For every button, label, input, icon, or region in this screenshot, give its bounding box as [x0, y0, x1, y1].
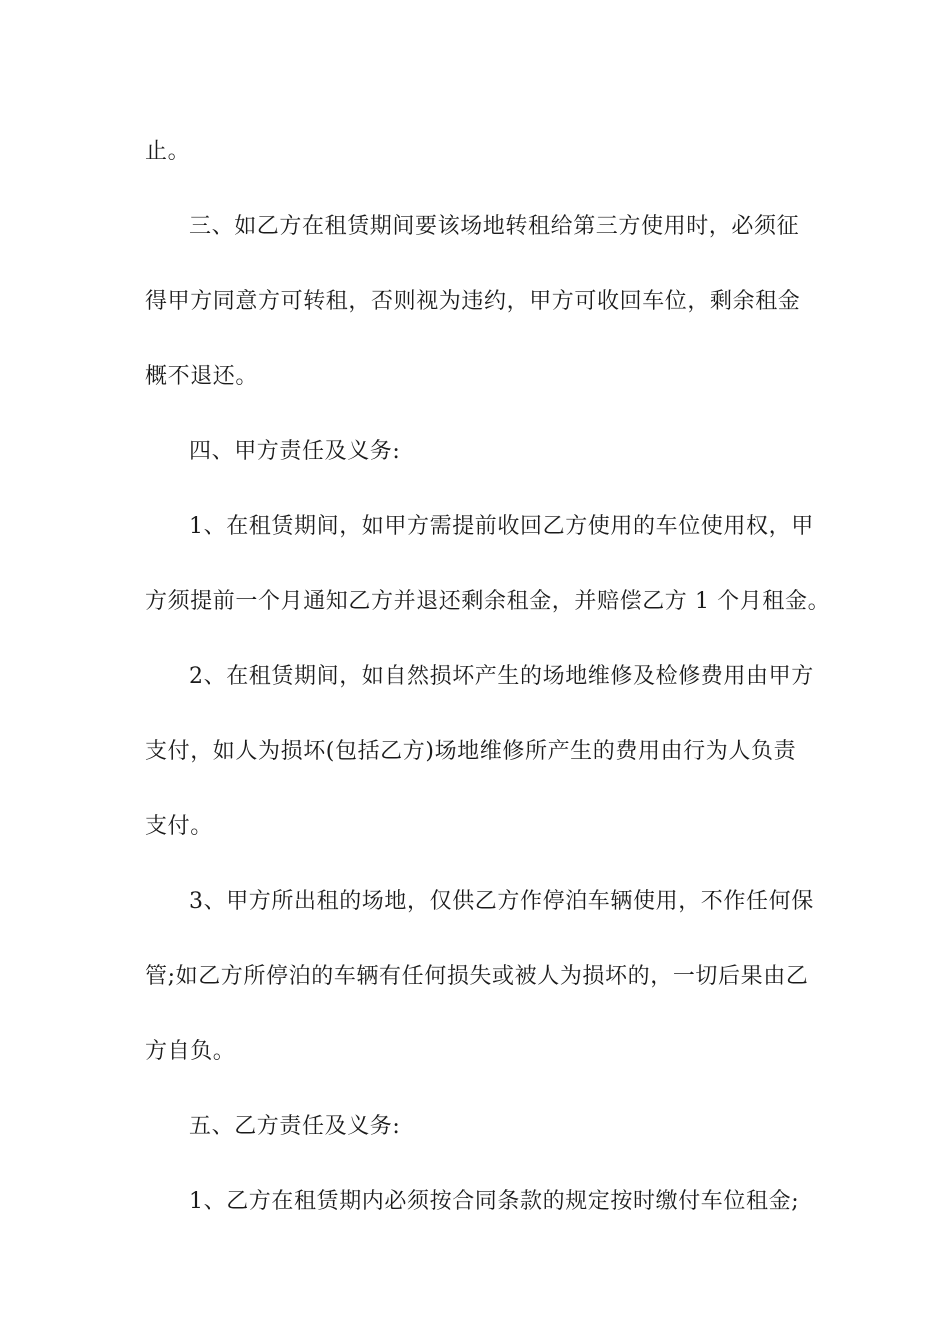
paragraph-line: 3、甲方所出租的场地，仅供乙方作停泊车辆使用，不作任何保 — [189, 889, 814, 914]
paragraph-line: 方须提前一个月通知乙方并退还剩余租金，并赔偿乙方 1 个月租金。 — [145, 589, 831, 614]
paragraph-line: 支付，如人为损坏(包括乙方)场地维修所产生的费用由行为人负责 — [145, 739, 797, 764]
section-heading: 四、甲方责任及义务: — [189, 439, 401, 464]
paragraph-line: 管;如乙方所停泊的车辆有任何损失或被人为损坏的，一切后果由乙 — [145, 964, 809, 989]
paragraph-line: 三、如乙方在租赁期间要该场地转租给第三方使用时，必须征 — [189, 214, 800, 239]
paragraph-line: 概不退还。 — [145, 364, 259, 389]
paragraph-line: 得甲方同意方可转租，否则视为违约，甲方可收回车位，剩余租金 — [145, 289, 801, 314]
paragraph-line: 1、在租赁期间，如甲方需提前收回乙方使用的车位使用权，甲 — [189, 514, 814, 539]
paragraph-line: 1、乙方在租赁期内必须按合同条款的规定按时缴付车位租金; — [189, 1189, 800, 1214]
paragraph-line: 止。 — [145, 139, 191, 164]
paragraph-line: 2、在租赁期间，如自然损坏产生的场地维修及检修费用由甲方 — [189, 664, 814, 689]
paragraph-line: 方自负。 — [145, 1039, 236, 1064]
section-heading: 五、乙方责任及义务: — [189, 1114, 401, 1139]
paragraph-line: 支付。 — [145, 814, 213, 839]
